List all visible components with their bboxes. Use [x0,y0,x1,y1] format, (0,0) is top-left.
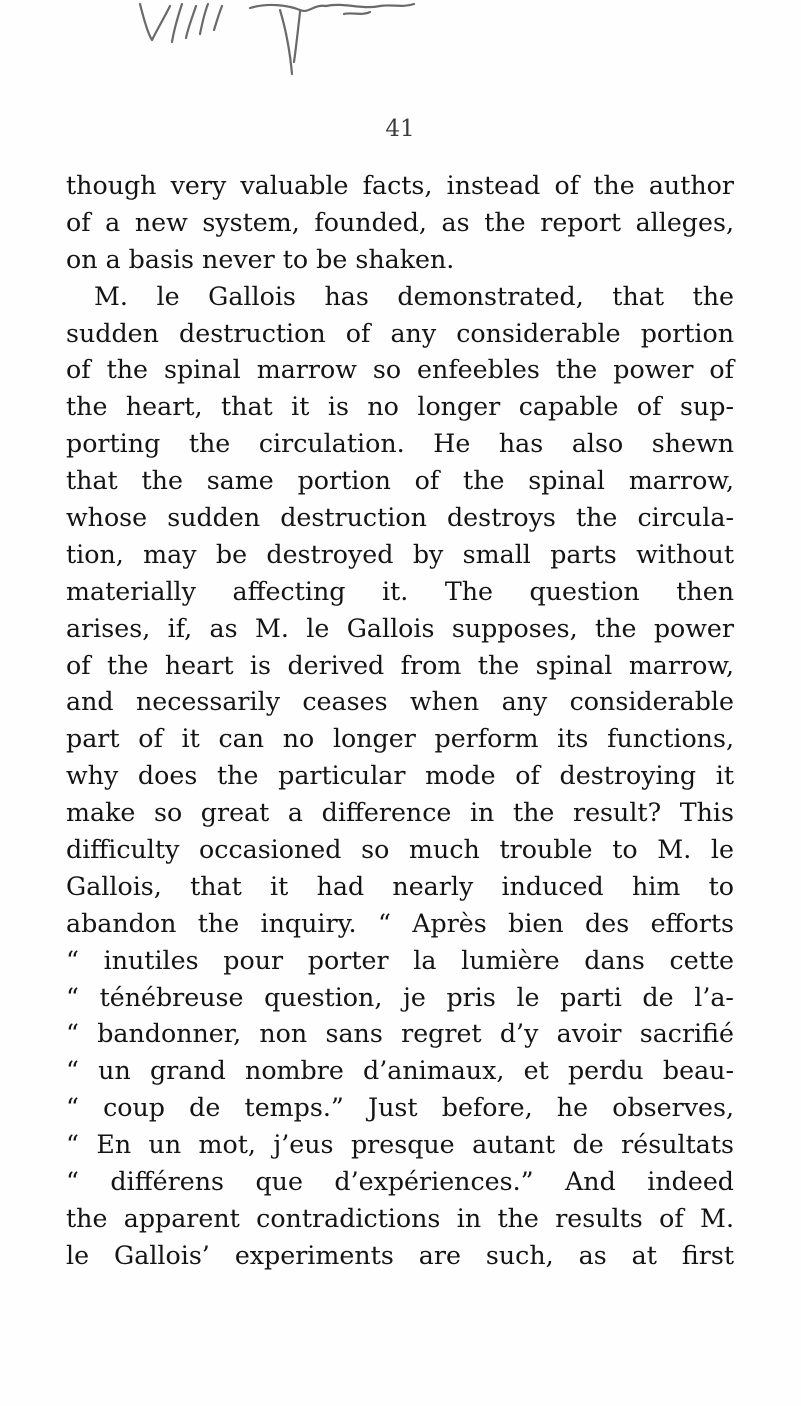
text-line: M. le Gallois has demonstrated, that the [94,281,734,311]
text-line: though very valuable facts, instead of the author [66,171,734,200]
text-line: on a basis never to be shaken. [66,244,455,274]
handwritten-annotation-icon [130,0,550,90]
text-line: sudden destruction of any considerable portion [66,318,734,348]
text-line: difficulty occasioned so much trouble to M. le [66,835,734,865]
text-line: of a new system, founded, as the report alleges, [66,207,734,237]
text-line: “ inutiles pour porter la lumière dans cette [66,945,734,975]
text-line: make so great a difference in the result? This [66,798,734,828]
text-line: porting the circulation. He has also shewn [66,429,734,459]
text-line: tion, may be destroyed by small parts without [66,539,734,569]
text-line: materially affecting it. The question then [66,576,734,606]
text-line: “ bandonner, non sans regret d’y avoir sacrifié [66,1019,734,1049]
text-line: and necessarily ceases when any considerable [66,687,734,717]
text-line: whose sudden destruction destroys the circula- [66,503,734,533]
text-line: that the same portion of the spinal marrow, [66,466,734,496]
text-line: abandon the inquiry. “ Après bien des efforts [66,908,734,938]
text-line: “ différens que d’expériences.” And indeed [66,1167,734,1197]
text-line: of the spinal marrow so enfeebles the power of [66,355,734,385]
text-line: le Gallois’ experiments are such, as at first [66,1240,734,1270]
text-line: why does the particular mode of destroying it [66,761,734,791]
text-line: “ ténébreuse question, je pris le parti de l’a- [66,982,734,1012]
text-line: of the heart is derived from the spinal marrow, [66,650,734,680]
page-number: 41 [385,116,415,142]
text-line: “ En un mot, j’eus presque autant de résultats [66,1130,734,1160]
text-line: “ un grand nombre d’animaux, et perdu beau- [66,1056,734,1086]
text-line: the heart, that it is no longer capable of sup- [66,392,734,422]
text-line: the apparent contradictions in the results of M. [66,1203,734,1233]
text-line: “ coup de temps.” Just before, he observes, [66,1093,734,1123]
text-line: Gallois, that it had nearly induced him to [66,871,734,901]
text-line: part of it can no longer perform its functions, [66,724,734,754]
body-text [66,168,734,1275]
text-line: arises, if, as M. le Gallois supposes, the power [66,613,734,643]
